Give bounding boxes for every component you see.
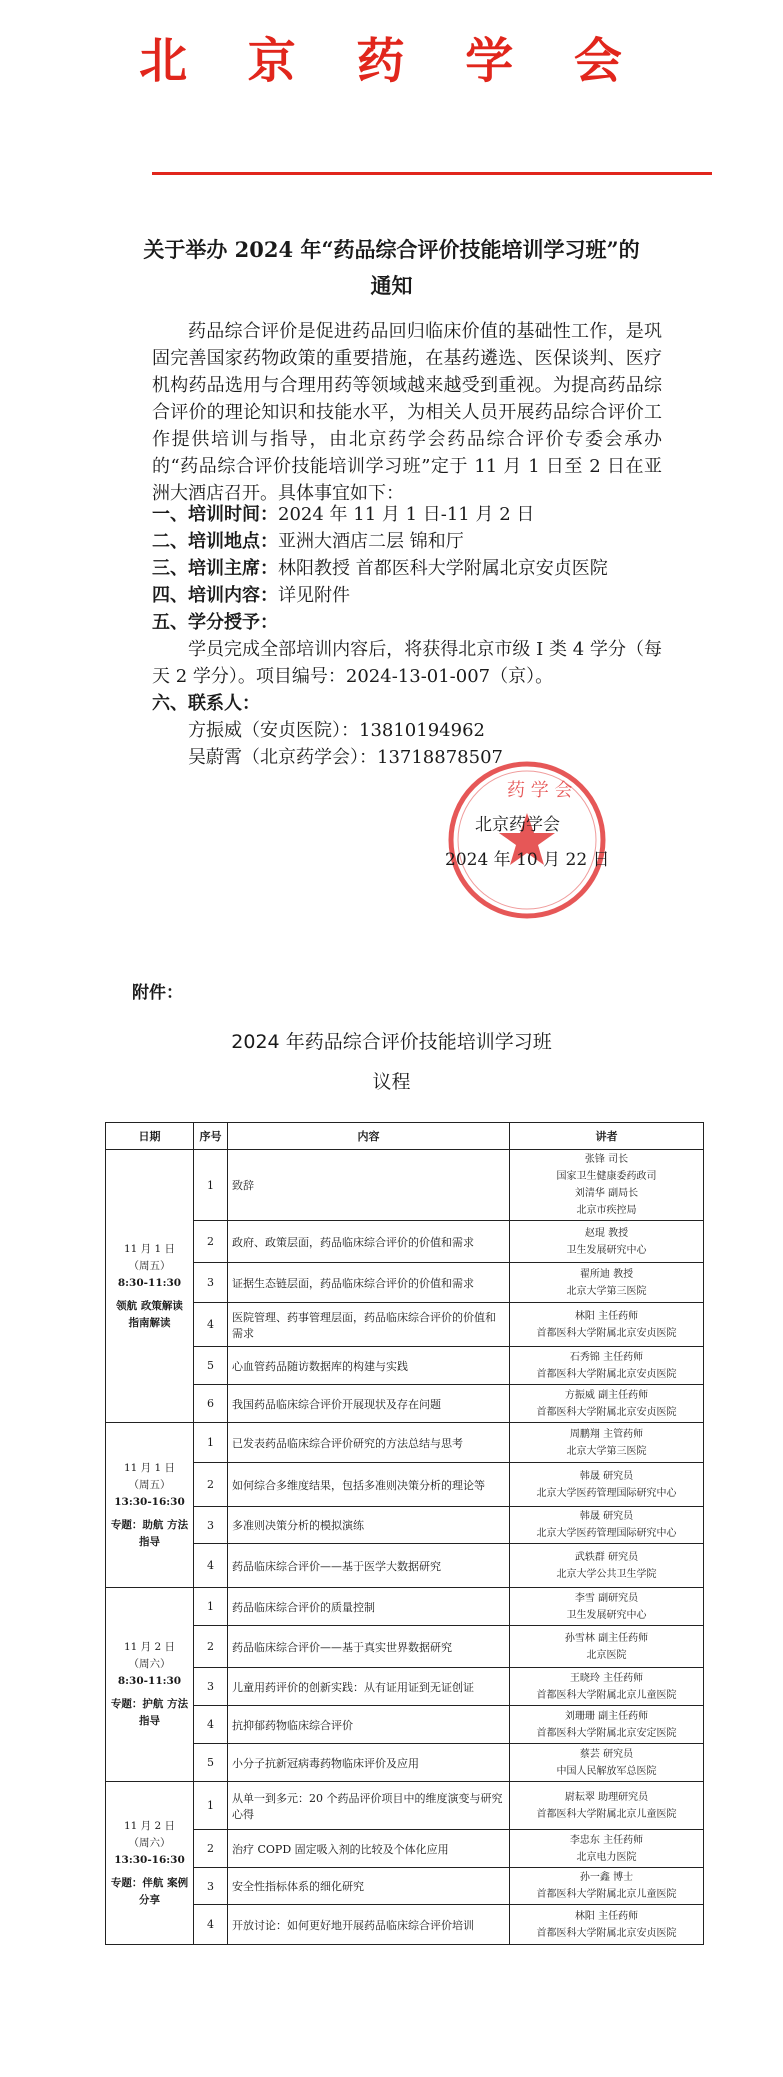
agenda-item-number: 3 [194, 1507, 228, 1544]
notice-title-line1: 关于举办 2024 年“药品综合评价技能培训学习班”的 [143, 237, 640, 262]
session-date: 11 月 1 日 [123, 1242, 176, 1255]
agenda-item-number: 4 [194, 1303, 228, 1347]
agenda-row [106, 1706, 704, 1744]
agenda-item-number: 2 [194, 1830, 228, 1868]
speaker-line: 首都医科大学附属北京儿童医院 [536, 1808, 677, 1820]
col-header-speaker: 讲者 [510, 1123, 704, 1150]
speaker-line: 北京大学医药管理国际研究中心 [536, 1487, 677, 1499]
agenda-row [106, 1423, 704, 1463]
speaker-line: 韩晟 研究员 [579, 1470, 634, 1482]
agenda-title-line2: 议程 [372, 1071, 411, 1093]
speaker-line: 北京大学第三医院 [566, 1285, 647, 1297]
session-theme: 专题：护航 方法指导 [110, 1698, 189, 1727]
speaker-line: 韩晟 研究员 [579, 1511, 634, 1522]
speaker-line: 首都医科大学附属北京安贞医院 [536, 1406, 677, 1418]
speaker-line: 北京大学医药管理国际研究中心 [536, 1528, 677, 1539]
session-date-cell [106, 1150, 194, 1423]
item-value: 详见附件 [278, 585, 350, 606]
agenda-item-speakers [510, 1303, 704, 1347]
agenda-item-speakers [510, 1263, 704, 1303]
agenda-row [106, 1544, 704, 1588]
agenda-item-number: 6 [194, 1385, 228, 1423]
item-credit [152, 609, 672, 636]
agenda-item-number: 2 [194, 1221, 228, 1263]
agenda-row [106, 1744, 704, 1782]
agenda-item-content: 药品临床综合评价——基于医学大数据研究 [228, 1544, 510, 1588]
org-letterhead: 北 京 药 学 会 [139, 33, 644, 89]
agenda-item-speakers [510, 1463, 704, 1507]
speaker-line: 中国人民解放军总医院 [556, 1765, 657, 1777]
item-chair [152, 555, 672, 582]
item-value: 亚洲大酒店二层 锦和厅 [278, 531, 464, 552]
speaker-line: 李雪 副研究员 [574, 1592, 639, 1604]
speaker-line: 北京市疾控局 [576, 1205, 637, 1216]
agenda-item-speakers [510, 1221, 704, 1263]
speaker-line: 孙一鑫 博士 [579, 1872, 634, 1883]
agenda-item-number: 1 [194, 1150, 228, 1221]
agenda-row [106, 1588, 704, 1626]
agenda-item-number: 1 [194, 1588, 228, 1626]
agenda-item-speakers [510, 1626, 704, 1668]
speaker-line: 首都医科大学附属北京安贞医院 [536, 1368, 677, 1380]
item-key: 五、学分授予： [152, 612, 278, 633]
session-time: 13:30-16:30 [114, 1853, 185, 1866]
item-value: 林阳教授 首都医科大学附属北京安贞医院 [278, 558, 608, 579]
notice-title-line2: 通知 [370, 273, 413, 298]
speaker-line: 北京医院 [586, 1649, 627, 1661]
agenda-item-content: 多准则决策分析的模拟演练 [228, 1507, 510, 1544]
agenda-item-content: 治疗 COPD 固定吸入剂的比较及个体化应用 [228, 1830, 510, 1868]
agenda-row [106, 1668, 704, 1706]
item-key: 一、培训时间： [152, 504, 278, 525]
speaker-line: 张锋 司长 [584, 1154, 629, 1165]
col-header-no: 序号 [194, 1123, 228, 1150]
speaker-line: 石秀锦 主任药师 [569, 1351, 644, 1363]
agenda-row [106, 1347, 704, 1385]
col-header-content: 内容 [228, 1123, 510, 1150]
contact-heading-label: 六、联系人： [152, 693, 260, 714]
speaker-line: 林阳 主任药师 [574, 1310, 639, 1322]
agenda-row [106, 1868, 704, 1905]
agenda-item-number: 3 [194, 1868, 228, 1905]
speaker-line: 王晓玲 主任药师 [569, 1672, 644, 1684]
speaker-line: 北京大学公共卫生学院 [556, 1568, 657, 1580]
session-weekday: （周六） [128, 1658, 171, 1670]
agenda-item-speakers [510, 1507, 704, 1544]
speaker-line: 首都医科大学附属北京安贞医院 [536, 1327, 677, 1339]
speaker-line: 首都医科大学附属北京安贞医院 [536, 1927, 677, 1939]
agenda-row [106, 1905, 704, 1945]
session-time: 8:30-11:30 [117, 1675, 182, 1687]
speaker-line: 卫生发展研究中心 [566, 1609, 647, 1621]
session-date-cell [106, 1782, 194, 1945]
session-date: 11 月 1 日 [123, 1461, 176, 1474]
credit-text: 学员完成全部培训内容后，将获得北京市级 I 类 4 学分（每天 2 学分）。项目编号：2024-13-01-007（京）。 [152, 639, 662, 687]
agenda-item-number: 1 [194, 1782, 228, 1830]
speaker-line: 李忠东 主任药师 [569, 1834, 644, 1846]
session-weekday: （周五） [128, 1259, 171, 1272]
contact-heading [152, 690, 672, 717]
session-date: 11 月 2 日 [123, 1641, 176, 1653]
agenda-item-number: 3 [194, 1668, 228, 1706]
speaker-line: 北京电力医院 [576, 1851, 637, 1863]
agenda-row [106, 1830, 704, 1868]
agenda-header-row [106, 1123, 704, 1150]
item-content [152, 582, 672, 609]
speaker-line: 方振威 副主任药师 [564, 1389, 649, 1401]
signature-org: 北京药学会 [475, 815, 560, 835]
agenda-item-number: 2 [194, 1626, 228, 1668]
agenda-row [106, 1463, 704, 1507]
agenda-item-content: 我国药品临床综合评价开展现状及存在问题 [228, 1385, 510, 1423]
speaker-line: 武轶群 研究员 [574, 1551, 639, 1563]
agenda-item-number: 5 [194, 1744, 228, 1782]
speaker-line: 林阳 主任药师 [574, 1910, 639, 1922]
agenda-item-speakers [510, 1544, 704, 1588]
session-weekday: （周五） [128, 1478, 171, 1491]
item-key: 二、培训地点： [152, 531, 278, 552]
agenda-item-content: 如何综合多维度结果，包括多准则决策分析的理论等 [228, 1463, 510, 1507]
agenda-item-number: 4 [194, 1544, 228, 1588]
agenda-item-speakers [510, 1868, 704, 1905]
agenda-item-speakers [510, 1668, 704, 1706]
agenda-row [106, 1507, 704, 1544]
session-time: 13:30-16:30 [114, 1495, 185, 1508]
agenda-item-content: 医院管理、药事管理层面，药品临床综合评价的价值和需求 [228, 1303, 510, 1347]
speaker-line: 刘珊珊 副主任药师 [564, 1710, 649, 1722]
agenda-row [106, 1221, 704, 1263]
agenda-item-number: 3 [194, 1263, 228, 1303]
agenda-item-speakers [510, 1588, 704, 1626]
agenda-row [106, 1626, 704, 1668]
agenda-table [105, 1122, 704, 1945]
agenda-item-number: 5 [194, 1347, 228, 1385]
attachment-label: 附件： [132, 983, 183, 1003]
agenda-item-content: 政府、政策层面，药品临床综合评价的价值和需求 [228, 1221, 510, 1263]
agenda-item-speakers [510, 1782, 704, 1830]
contact-line: 方振威（安贞医院）：13810194962 [188, 720, 485, 741]
agenda-item-number: 4 [194, 1905, 228, 1945]
agenda-item-number: 1 [194, 1423, 228, 1463]
agenda-item-content: 儿童用药评价的创新实践：从有证用证到无证创证 [228, 1668, 510, 1706]
speaker-line: 翟所迪 教授 [579, 1268, 634, 1280]
agenda-item-content: 小分子抗新冠病毒药物临床评价及应用 [228, 1744, 510, 1782]
official-seal-stamp [445, 758, 610, 923]
agenda-item-speakers [510, 1905, 704, 1945]
agenda-row [106, 1150, 704, 1221]
session-date-cell [106, 1588, 194, 1782]
agenda-title-line1: 2024 年药品综合评价技能培训学习班 [231, 1031, 552, 1053]
agenda-item-content: 致辞 [228, 1150, 510, 1221]
speaker-line: 蔡芸 研究员 [579, 1748, 634, 1760]
speaker-line: 刘清华 副局长 [574, 1188, 639, 1199]
session-theme: 领航 政策解读 指南解读 [116, 1299, 183, 1329]
notice-title [0, 232, 783, 304]
agenda-item-content: 已发表药品临床综合评价研究的方法总结与思考 [228, 1423, 510, 1463]
agenda-item-number: 4 [194, 1706, 228, 1744]
item-key: 四、培训内容： [152, 585, 278, 606]
seal-lettering: 药 学 会 [507, 780, 573, 801]
speaker-line: 首都医科大学附属北京儿童医院 [536, 1889, 677, 1900]
speaker-line: 首都医科大学附属北京儿童医院 [536, 1689, 677, 1701]
agenda-row [106, 1782, 704, 1830]
agenda-item-content: 抗抑郁药物临床综合评价 [228, 1706, 510, 1744]
signature-date: 2024 年 10 月 22 日 [445, 850, 610, 870]
agenda-item-speakers [510, 1706, 704, 1744]
session-date: 11 月 2 日 [123, 1819, 176, 1832]
agenda-item-speakers [510, 1423, 704, 1463]
speaker-line: 周鹏翔 主管药师 [569, 1428, 644, 1440]
letterhead-divider [152, 172, 712, 175]
speaker-line: 孙雪林 副主任药师 [564, 1632, 649, 1644]
agenda-item-content: 开放讨论：如何更好地开展药品临床综合评价培训 [228, 1905, 510, 1945]
session-theme: 专题：助航 方法指导 [110, 1518, 189, 1548]
speaker-line: 卫生发展研究中心 [566, 1244, 647, 1256]
session-theme: 专题：伴航 案例分享 [110, 1876, 189, 1906]
speaker-line: 国家卫生健康委药政司 [556, 1171, 657, 1182]
item-value: 2024 年 11 月 1 日-11 月 2 日 [278, 504, 535, 525]
agenda-item-speakers [510, 1744, 704, 1782]
agenda-row [106, 1303, 704, 1347]
speaker-line: 尉耘翠 助理研究员 [564, 1791, 649, 1803]
agenda-title [0, 1022, 783, 1102]
item-key: 三、培训主席： [152, 558, 278, 579]
agenda-item-speakers [510, 1385, 704, 1423]
speaker-line: 北京大学第三医院 [566, 1445, 647, 1457]
agenda-item-speakers [510, 1347, 704, 1385]
session-time: 8:30-11:30 [117, 1276, 182, 1289]
agenda-item-content: 药品临床综合评价——基于真实世界数据研究 [228, 1626, 510, 1668]
agenda-item-content: 证据生态链层面，药品临床综合评价的价值和需求 [228, 1263, 510, 1303]
session-date-cell [106, 1423, 194, 1588]
speaker-line: 首都医科大学附属北京安定医院 [536, 1727, 677, 1739]
notice-paragraph: 药品综合评价是促进药品回归临床价值的基础性工作，是巩固完善国家药物政策的重要措施，在基药遴选、医保谈判、医疗机构药品选用与合理用药等领域越来越受到重视。为提高药品综合评价的理论知识和技能水平，为相关人员开展药品综合评价工作提供培训与指导，由北京药学会药品综合评价专委会承办的“药品综合评价技能培训学习班”定于 11 月 1 日至 2 日在亚洲大酒店召开。具体事宜如下： [152, 321, 662, 504]
agenda-item-content: 从单一到多元：20 个药品评价项目中的维度演变与研究心得 [228, 1782, 510, 1830]
agenda-item-number: 2 [194, 1463, 228, 1507]
item-time [152, 501, 672, 528]
agenda-item-content: 心血管药品随访数据库的构建与实践 [228, 1347, 510, 1385]
agenda-item-speakers [510, 1830, 704, 1868]
col-header-date: 日期 [106, 1123, 194, 1150]
contact-line: 吴蔚霄（北京药学会）：13718878507 [188, 747, 503, 768]
agenda-row [106, 1385, 704, 1423]
session-weekday: （周六） [128, 1836, 171, 1849]
agenda-body [106, 1150, 704, 1945]
agenda-item-content: 安全性指标体系的细化研究 [228, 1868, 510, 1905]
agenda-item-speakers [510, 1150, 704, 1221]
item-location [152, 528, 672, 555]
agenda-item-content: 药品临床综合评价的质量控制 [228, 1588, 510, 1626]
agenda-row [106, 1263, 704, 1303]
speaker-line: 赵琨 教授 [584, 1227, 629, 1239]
